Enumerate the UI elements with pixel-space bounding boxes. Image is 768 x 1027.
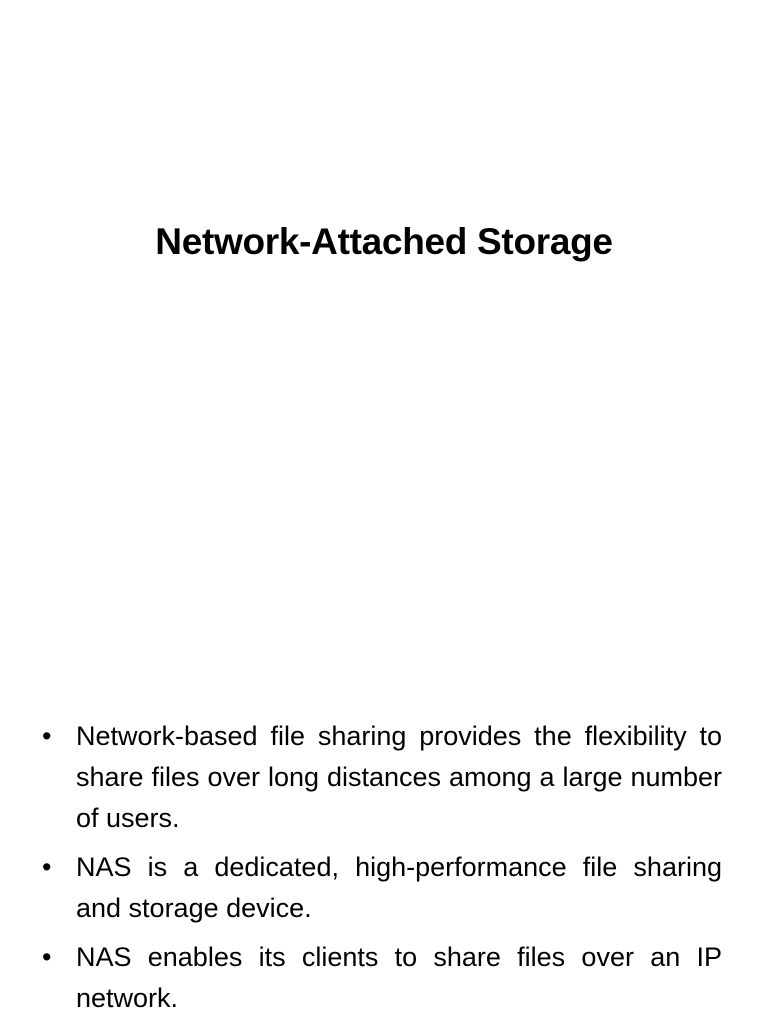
bullet-list [40, 716, 722, 1027]
bullet-text: Network-based file sharing provides the flexibility to share files over long distances among a large number of users. [76, 721, 722, 833]
bullet-icon: • [42, 942, 52, 972]
bullet-item [40, 847, 722, 929]
bullet-icon: • [42, 721, 52, 751]
bullet-item [40, 716, 722, 839]
slide-title: Network-Attached Storage [155, 221, 613, 262]
bullet-text: NAS enables its clients to share files over an IP network. [76, 942, 722, 1013]
bullet-text: NAS is a dedicated, high-performance file sharing and storage device. [76, 852, 722, 923]
bullet-icon: • [42, 852, 52, 882]
bullet-item [40, 937, 722, 1019]
